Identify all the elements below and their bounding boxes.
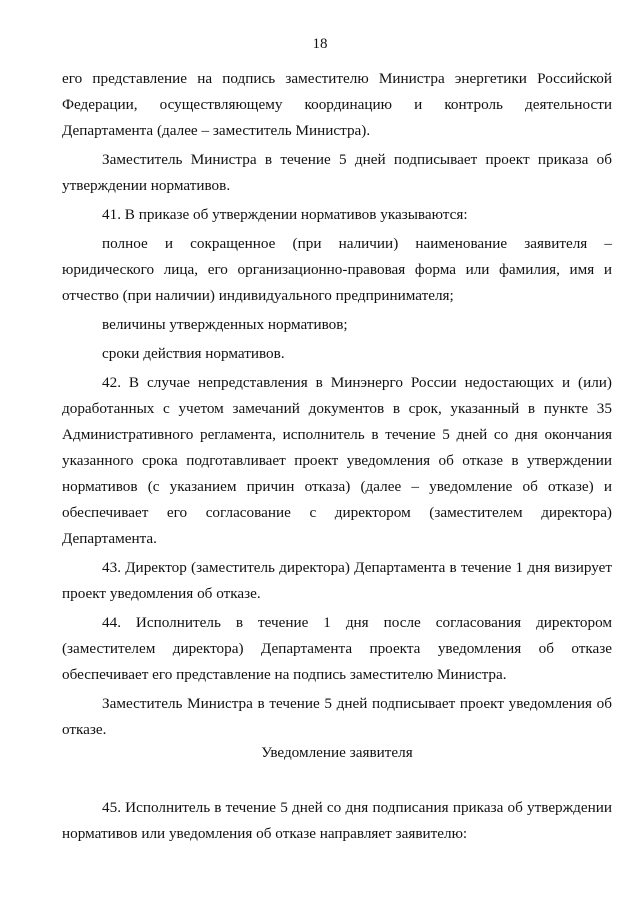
paragraph-deputy-signs: Заместитель Министра в течение 5 дней подписывает проект приказа об утверждении нормативов. [62, 151, 612, 194]
paragraph-deputy-signs-refusal: Заместитель Министра в течение 5 дней подписывает проект уведомления об отказе. [62, 695, 612, 738]
paragraph-42: 42. В случае непредставления в Минэнерго России недостающих и (или) доработанных с учетом замечаний документов в срок, указанный в пункте 35 Административного регламента, исполнитель в течение 5 дней со дня окончания указанного срока подготавливает проект уведомления об отказе в утверждении нормативов (с указанием причин отказа) (далее – уведомление об отказе) и обеспечивает его согласование с директором (заместителем директора) Департамента. [62, 374, 612, 547]
paragraph-applicant-name: полное и сокращенное (при наличии) наименование заявителя – юридического лица, его организационно-правовая форма или фамилия, имя и отчество (при наличии) индивидуального предпринимателя; [62, 235, 612, 304]
paragraph-norm-terms: сроки действия нормативов. [102, 345, 285, 362]
paragraph-44: 44. Исполнитель в течение 1 дня после согласования директором (заместителем директора) Департамента проекта уведомления об отказе обеспечивает его представление на подпись заместителю Министра. [62, 614, 612, 683]
section-heading: Уведомление заявителя [261, 744, 413, 761]
paragraph-43: 43. Директор (заместитель директора) Департамента в течение 1 дня визирует проект уведомления об отказе. [62, 559, 612, 602]
body-text [62, 66, 612, 743]
paragraph-41: 41. В приказе об утверждении нормативов указываются: [102, 206, 468, 223]
paragraph-45: 45. Исполнитель в течение 5 дней со дня подписания приказа об утверждении нормативов или уведомления об отказе направляет заявителю: [62, 799, 612, 842]
paragraph-norm-values: величины утвержденных нормативов; [102, 316, 348, 333]
paragraph-continuation: его представление на подпись заместителю Министра энергетики Российской Федерации, осуществляющему координацию и контроль деятельности Департамента (далее – заместитель Министра). [62, 70, 612, 139]
page-number: 18 [312, 36, 328, 52]
